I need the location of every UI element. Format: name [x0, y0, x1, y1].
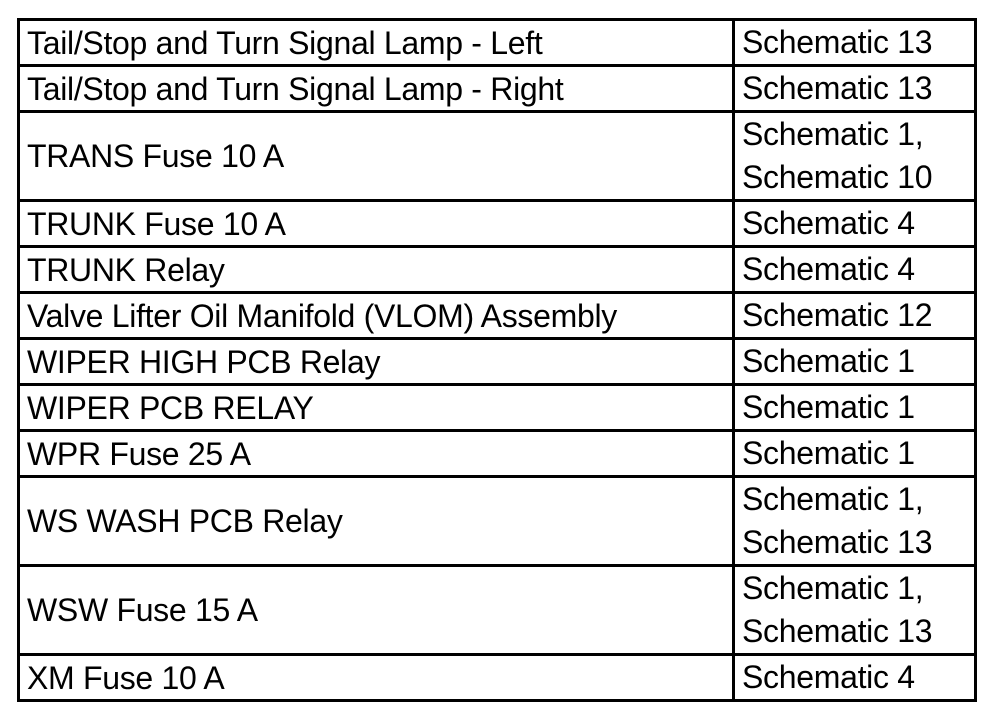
table-row	[19, 201, 976, 247]
schematic-ref-cell	[734, 477, 976, 566]
component-name-cell: XM Fuse 10 A	[19, 655, 734, 701]
schematic-ref-cell	[734, 112, 976, 201]
table-row	[19, 566, 976, 655]
component-name-cell: WSW Fuse 15 A	[19, 566, 734, 655]
schematic-ref: Schematic 4	[742, 205, 915, 241]
schematic-ref-cell	[734, 66, 976, 112]
schematic-ref: Schematic 4	[742, 659, 915, 695]
schematic-ref-cell	[734, 247, 976, 293]
schematic-ref: Schematic 13	[742, 613, 933, 649]
component-name-cell: TRUNK Fuse 10 A	[19, 201, 734, 247]
schematic-ref: Schematic 1	[742, 389, 915, 425]
table-row	[19, 247, 976, 293]
schematic-ref-cell	[734, 385, 976, 431]
component-name-cell: Tail/Stop and Turn Signal Lamp - Right	[19, 66, 734, 112]
table-row	[19, 431, 976, 477]
schematic-ref: Schematic 13	[742, 24, 933, 60]
table-row	[19, 339, 976, 385]
table-row	[19, 20, 976, 66]
table-row	[19, 385, 976, 431]
schematic-ref-cell	[734, 655, 976, 701]
table-row	[19, 112, 976, 201]
schematic-ref-cell	[734, 20, 976, 66]
component-name-cell: Valve Lifter Oil Manifold (VLOM) Assembly	[19, 293, 734, 339]
schematic-ref: Schematic 12	[742, 297, 933, 333]
schematic-ref: Schematic 13	[742, 524, 933, 560]
schematic-ref: Schematic 10	[742, 159, 933, 195]
component-name-cell: WPR Fuse 25 A	[19, 431, 734, 477]
component-name-cell: WS WASH PCB Relay	[19, 477, 734, 566]
schematic-ref-cell	[734, 339, 976, 385]
schematic-ref: Schematic 13	[742, 70, 933, 106]
schematic-ref: Schematic 1,	[742, 570, 924, 606]
schematic-ref-cell	[734, 201, 976, 247]
component-name-cell: Tail/Stop and Turn Signal Lamp - Left	[19, 20, 734, 66]
component-name-cell: WIPER HIGH PCB Relay	[19, 339, 734, 385]
schematic-ref: Schematic 1	[742, 435, 915, 471]
schematic-ref-cell	[734, 293, 976, 339]
component-name-cell: WIPER PCB RELAY	[19, 385, 734, 431]
table-body	[19, 20, 976, 701]
table-row	[19, 66, 976, 112]
schematic-ref: Schematic 1,	[742, 116, 924, 152]
table-row	[19, 477, 976, 566]
schematic-ref-cell	[734, 431, 976, 477]
schematic-ref-cell	[734, 566, 976, 655]
schematic-ref: Schematic 1,	[742, 481, 924, 517]
table-row	[19, 293, 976, 339]
component-name-cell: TRUNK Relay	[19, 247, 734, 293]
component-index-table	[17, 18, 977, 702]
schematic-ref: Schematic 4	[742, 251, 915, 287]
component-name-cell: TRANS Fuse 10 A	[19, 112, 734, 201]
table-row	[19, 655, 976, 701]
schematic-ref: Schematic 1	[742, 343, 915, 379]
